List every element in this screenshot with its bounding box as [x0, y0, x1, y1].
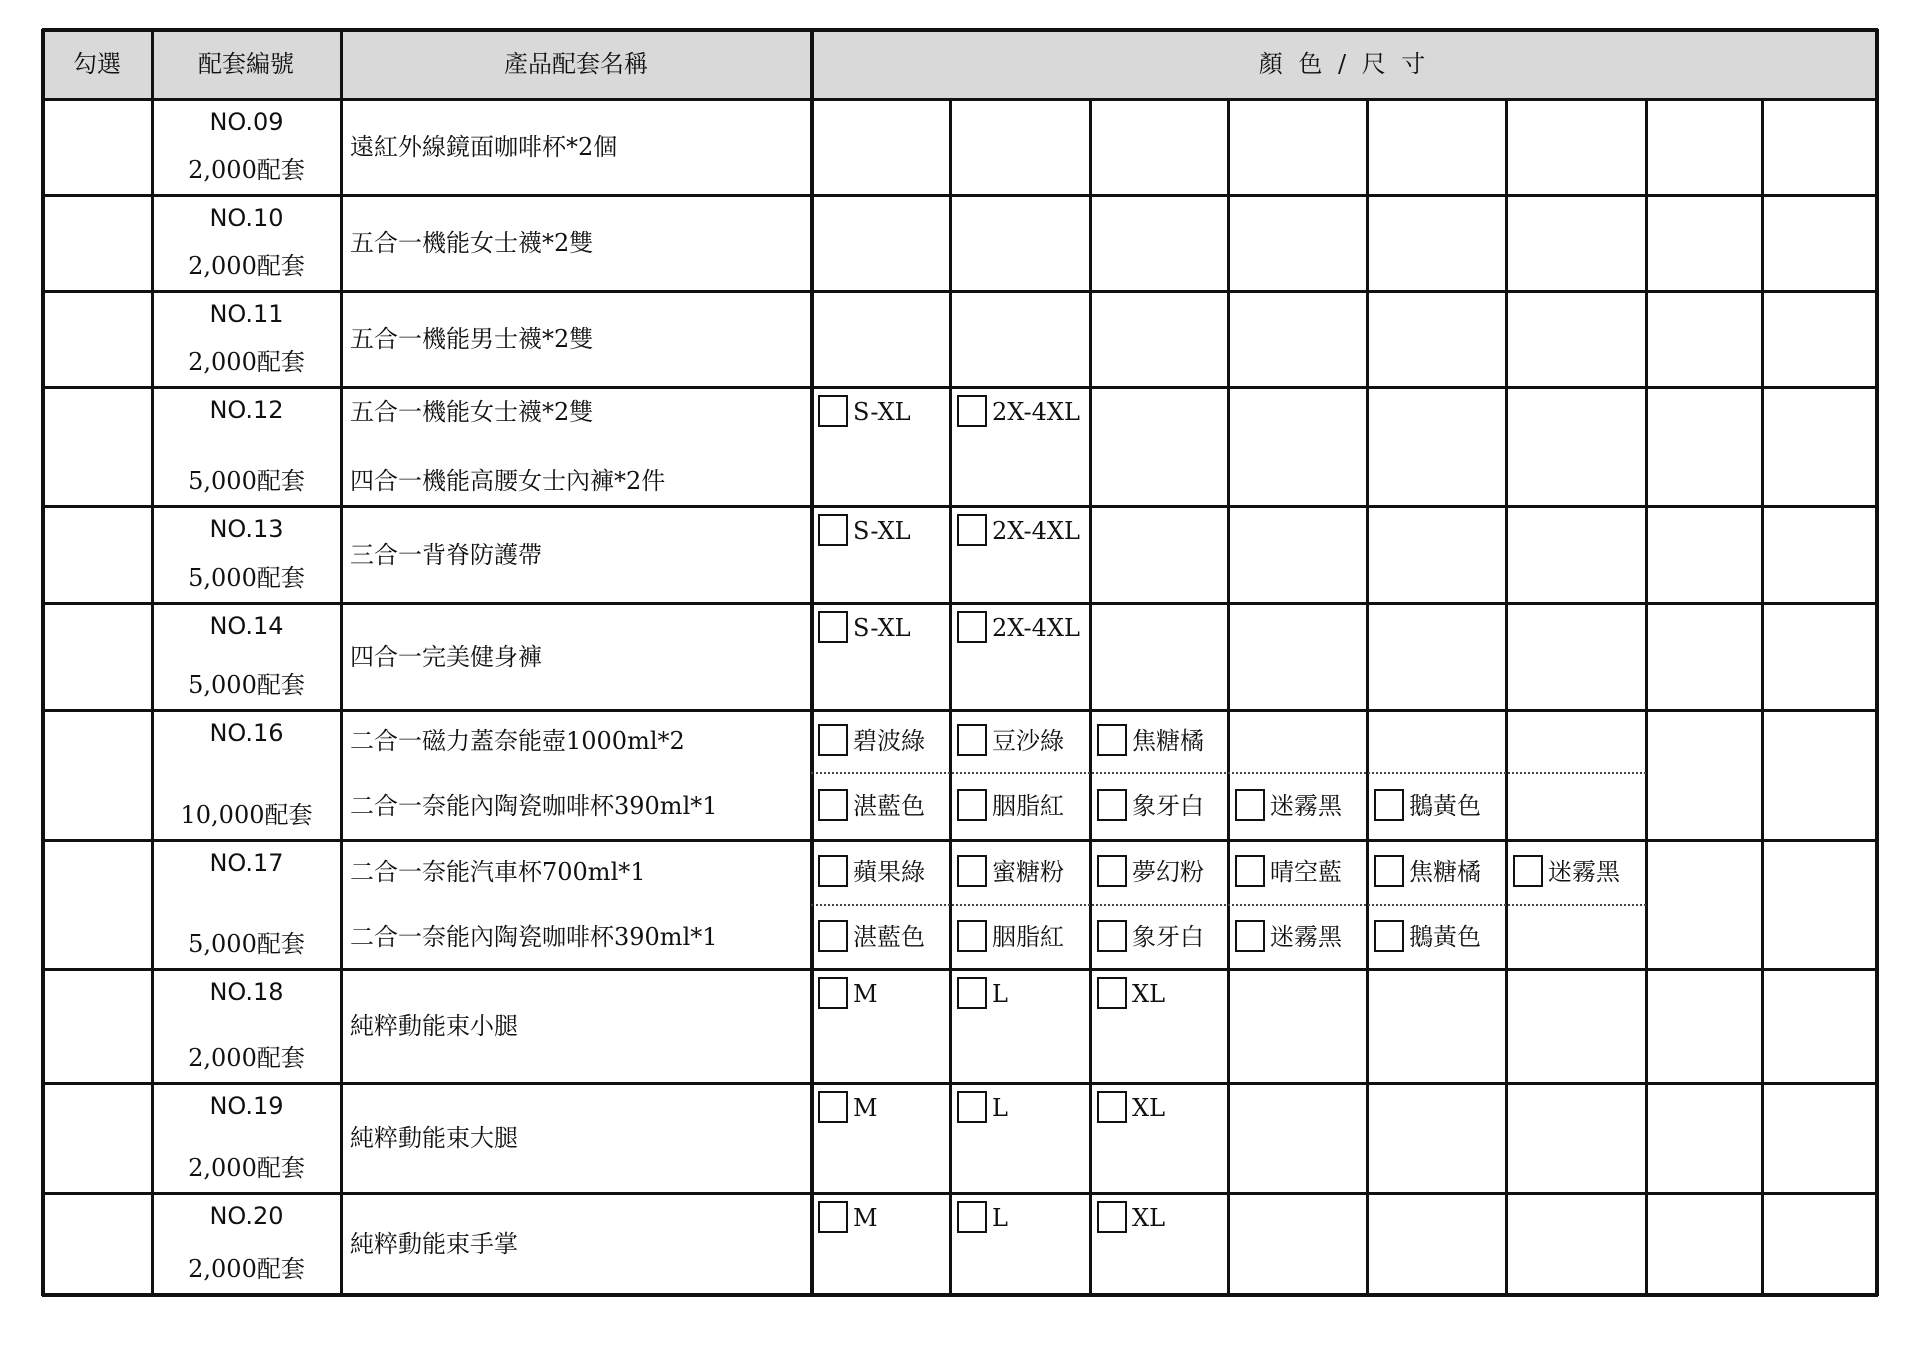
select-cell[interactable]	[42, 195, 152, 291]
select-cell[interactable]	[42, 840, 152, 969]
option-checkbox[interactable]	[957, 977, 987, 1009]
option-checkbox[interactable]	[818, 724, 848, 756]
table-header	[42, 29, 1876, 99]
option-label: 鵝黃色	[1409, 792, 1481, 820]
row-divider	[42, 968, 1878, 971]
option-checkbox[interactable]	[1235, 855, 1265, 887]
row-divider	[42, 386, 1878, 389]
product-name: 五合一機能男士襪*2雙	[350, 325, 594, 353]
option-label: 象牙白	[1132, 792, 1204, 820]
option-checkbox[interactable]	[818, 1201, 848, 1233]
product-name: 二合一奈能內陶瓷咖啡杯390ml*1	[350, 922, 718, 951]
option-checkbox[interactable]	[957, 920, 987, 952]
option-checkbox[interactable]	[1097, 724, 1127, 756]
option-checkbox[interactable]	[1374, 855, 1404, 887]
option-label: 迷霧黑	[1270, 922, 1342, 951]
option-checkbox[interactable]	[1374, 789, 1404, 821]
option-label: M	[853, 980, 878, 1008]
option-label: 豆沙綠	[992, 727, 1064, 755]
row-divider	[42, 1082, 1878, 1085]
package-number: NO.10	[209, 204, 284, 232]
option-label: L	[992, 1094, 1008, 1122]
option-checkbox[interactable]	[1097, 855, 1127, 887]
product-name: 四合一機能高腰女士內褲*2件	[350, 467, 666, 495]
header-code: 配套編號	[198, 50, 294, 78]
row-divider	[42, 602, 1878, 605]
select-cell[interactable]	[42, 1083, 152, 1193]
package-price: 2,000配套	[188, 156, 305, 184]
column-divider	[1089, 99, 1092, 1296]
package-number: NO.13	[209, 515, 284, 543]
option-checkbox[interactable]	[818, 789, 848, 821]
option-label: 胭脂紅	[992, 922, 1064, 951]
option-checkbox[interactable]	[1097, 1091, 1127, 1123]
option-label: 鵝黃色	[1409, 922, 1481, 951]
package-price: 5,000配套	[188, 671, 305, 699]
row-divider	[42, 505, 1878, 508]
package-price: 2,000配套	[188, 348, 305, 376]
package-number: NO.20	[209, 1202, 284, 1230]
row-divider	[42, 98, 1878, 101]
product-name: 五合一機能女士襪*2雙	[350, 398, 594, 426]
option-label: S-XL	[853, 398, 911, 426]
option-label: 焦糖橘	[1409, 858, 1481, 886]
header-name: 產品配套名稱	[504, 50, 648, 78]
header-options: 顏 色 / 尺 寸	[1258, 50, 1430, 78]
column-divider	[1227, 99, 1230, 1296]
option-label: 迷霧黑	[1270, 792, 1342, 820]
option-label: 2X-4XL	[992, 398, 1080, 426]
option-checkbox[interactable]	[1235, 789, 1265, 821]
option-checkbox[interactable]	[957, 1201, 987, 1233]
option-checkbox[interactable]	[818, 611, 848, 643]
product-name: 五合一機能女士襪*2雙	[350, 229, 594, 257]
option-label: L	[992, 980, 1008, 1008]
option-label: 焦糖橘	[1132, 727, 1204, 755]
option-checkbox[interactable]	[1235, 920, 1265, 952]
row-divider	[42, 1293, 1878, 1297]
option-checkbox[interactable]	[1097, 920, 1127, 952]
option-label: 迷霧黑	[1548, 858, 1620, 886]
package-price: 2,000配套	[188, 1044, 305, 1072]
option-checkbox[interactable]	[1374, 920, 1404, 952]
product-name: 純粹動能束大腿	[350, 1124, 518, 1152]
product-name: 三合一背脊防護帶	[350, 540, 542, 569]
option-label: 象牙白	[1132, 922, 1204, 951]
option-label: 晴空藍	[1270, 858, 1342, 886]
package-number: NO.16	[209, 719, 284, 747]
option-checkbox[interactable]	[957, 855, 987, 887]
column-divider	[1645, 99, 1648, 1296]
package-price: 2,000配套	[188, 252, 305, 280]
option-checkbox[interactable]	[818, 920, 848, 952]
option-checkbox[interactable]	[818, 1091, 848, 1123]
package-number: NO.12	[209, 396, 284, 424]
package-number: NO.19	[209, 1092, 284, 1120]
option-label: L	[992, 1204, 1008, 1232]
column-divider	[1761, 99, 1764, 1296]
row-divider	[42, 1192, 1878, 1195]
option-label: 胭脂紅	[992, 792, 1064, 820]
select-cell[interactable]	[42, 969, 152, 1083]
select-cell[interactable]	[42, 387, 152, 506]
package-price: 5,000配套	[188, 564, 305, 592]
option-label: 湛藍色	[853, 792, 925, 820]
option-subrow-divider	[811, 904, 1646, 906]
header-select: 勾選	[73, 50, 121, 78]
package-number: NO.09	[209, 108, 284, 136]
package-price: 2,000配套	[188, 1154, 305, 1182]
select-cell[interactable]	[42, 99, 152, 195]
product-name: 純粹動能束小腿	[350, 1012, 518, 1040]
option-checkbox[interactable]	[957, 395, 987, 427]
package-number: NO.11	[209, 300, 284, 328]
option-checkbox[interactable]	[1097, 1201, 1127, 1233]
column-divider	[1875, 29, 1879, 1296]
option-checkbox[interactable]	[957, 724, 987, 756]
option-label: 碧波綠	[853, 727, 925, 755]
product-name: 二合一奈能內陶瓷咖啡杯390ml*1	[350, 792, 718, 820]
option-checkbox[interactable]	[818, 514, 848, 546]
option-checkbox[interactable]	[1097, 789, 1127, 821]
package-price: 5,000配套	[188, 467, 305, 495]
column-divider	[1366, 99, 1369, 1296]
package-price: 5,000配套	[188, 930, 305, 958]
option-checkbox[interactable]	[957, 611, 987, 643]
option-label: 湛藍色	[853, 922, 925, 951]
row-divider	[42, 839, 1878, 842]
option-label: 2X-4XL	[992, 517, 1080, 545]
option-checkbox[interactable]	[1097, 977, 1127, 1009]
option-checkbox[interactable]	[1513, 855, 1543, 887]
row-divider	[42, 709, 1878, 712]
option-label: S-XL	[853, 614, 911, 642]
column-divider	[1505, 99, 1508, 1296]
product-name: 二合一磁力蓋奈能壺1000ml*2	[350, 727, 685, 755]
package-price: 10,000配套	[180, 801, 313, 829]
option-label: XL	[1132, 980, 1166, 1008]
option-label: XL	[1132, 1204, 1166, 1232]
option-checkbox[interactable]	[818, 855, 848, 887]
row-divider	[42, 290, 1878, 293]
select-cell[interactable]	[42, 603, 152, 710]
option-checkbox[interactable]	[957, 514, 987, 546]
product-name: 遠紅外線鏡面咖啡杯*2個	[350, 133, 618, 161]
option-subrow-divider	[811, 772, 1646, 774]
package-number: NO.17	[209, 849, 284, 877]
package-number: NO.18	[209, 978, 284, 1006]
option-label: 蘋果綠	[853, 858, 925, 886]
product-name: 四合一完美健身褲	[350, 642, 542, 671]
row-divider	[42, 194, 1878, 197]
option-label: M	[853, 1204, 878, 1232]
row-divider	[42, 28, 1878, 32]
select-cell[interactable]	[42, 710, 152, 840]
option-label: 蜜糖粉	[992, 858, 1064, 886]
package-number: NO.14	[209, 612, 284, 640]
column-divider	[340, 29, 343, 1296]
option-label: M	[853, 1094, 878, 1122]
option-label: S-XL	[853, 517, 911, 545]
product-name: 二合一奈能汽車杯700ml*1	[350, 858, 646, 886]
option-label: 夢幻粉	[1132, 858, 1204, 886]
column-divider	[810, 29, 814, 1296]
select-cell[interactable]	[42, 506, 152, 603]
option-label: 2X-4XL	[992, 614, 1080, 642]
option-label: XL	[1132, 1094, 1166, 1122]
product-name: 純粹動能束手掌	[350, 1229, 518, 1258]
option-checkbox[interactable]	[818, 977, 848, 1009]
package-price: 2,000配套	[188, 1255, 305, 1283]
option-checkbox[interactable]	[957, 1091, 987, 1123]
select-cell[interactable]	[42, 1193, 152, 1294]
select-cell[interactable]	[42, 291, 152, 387]
option-checkbox[interactable]	[957, 789, 987, 821]
column-divider	[949, 99, 952, 1296]
option-checkbox[interactable]	[818, 395, 848, 427]
